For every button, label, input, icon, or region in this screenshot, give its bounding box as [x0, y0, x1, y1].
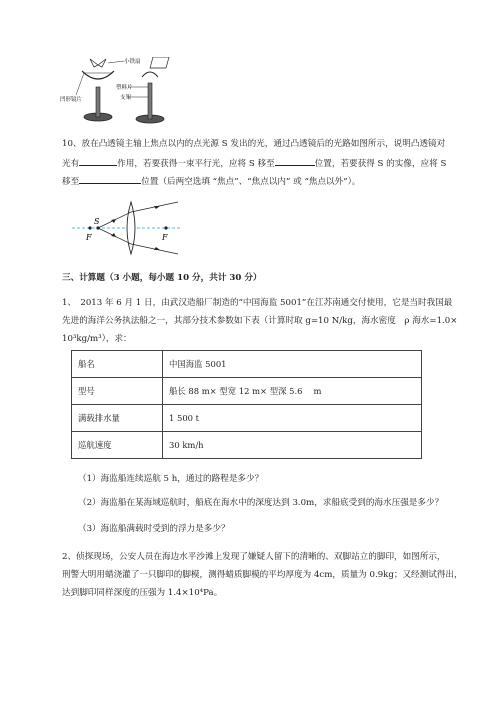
label-F-left: F [86, 233, 92, 242]
p1-line3: 10³kg/m³），求： [62, 334, 132, 344]
q10-line2: 光有 作用，若要获得一束平行光，应将 S 移至 位置，若要获得 S 的实像，应将 S [62, 156, 446, 171]
point-S [96, 226, 99, 229]
p2-line1: 2、侦探现场，公安人员在海边水平沙滩上发现了嫌疑人留下的清晰的、双脚站立的脚印，如图所示， [62, 552, 446, 562]
label-small-fan: 小铁扇 [124, 59, 141, 65]
q10-line3: 移至 位置（后两空选填 “焦点”、“焦点以内” 或 “焦点以外”）。 [62, 174, 361, 189]
label-S: S [94, 217, 100, 226]
p1-line2: 先进的海洋公务执法船之一，其部分技术参数如下表（计算时取 g=10 N/kg，海水密度 ρ 海水=1.0× [62, 316, 458, 326]
table-row [72, 351, 422, 378]
lens-figure [70, 200, 182, 256]
section-heading: 三、计算题（3 小题，每小题 10 分，共计 30 分） [62, 273, 262, 283]
table-key: 巡航速度 [72, 432, 163, 459]
table-row [72, 432, 422, 459]
p1-sub1: （1）海监船连续巡航 5 h，通过的路程是多少？ [78, 474, 264, 484]
table-key: 满载排水量 [72, 405, 163, 432]
label-F-right: F [162, 233, 168, 242]
label-concave-mirror: 凹形镜片 [60, 97, 83, 103]
table-value: 船长 88 m× 型宽 12 m× 型深 5.6 m [163, 378, 422, 405]
table-value: 中国海监 5001 [163, 351, 422, 378]
convex-lens [127, 202, 135, 254]
spec-table [71, 350, 422, 459]
table-value: 30 km/h [163, 432, 422, 459]
q10-line1: 10、放在凸透镜主轴上焦点以内的点光源 S 发出的光，通过凸透镜后的光路如图所示，说明凸透镜对 [62, 139, 446, 149]
p1-line1: 1、 2013 年 6 月 1 日，由武汉造船厂制造的“中国海监 5001”在江苏南通交付使用，它是当时我国最 [62, 298, 453, 308]
focus-left [88, 226, 91, 229]
answer-blank-1[interactable] [79, 156, 117, 166]
label-plastic-sheet: 塑料片 [116, 85, 133, 91]
table-key: 船名 [72, 351, 163, 378]
p2-line3: 达到脚印同样深度的压强为 1.4×10⁴Pa。 [62, 588, 223, 598]
apparatus-figure [58, 57, 180, 125]
p1-sub2: （2）海监船在某海域巡航时，船底在海水中的深度达到 3.0m，求船底受到的海水压强是多少？ [78, 498, 444, 508]
answer-blank-3[interactable] [79, 174, 141, 184]
answer-blank-2[interactable] [275, 156, 315, 166]
label-bracket: 支架 [120, 95, 132, 101]
focus-right [164, 226, 167, 229]
table-row [72, 378, 422, 405]
table-value: 1 500 t [163, 405, 422, 432]
p1-sub3: （3）海监船满载时受到的浮力是多少？ [78, 524, 230, 534]
table-row [72, 405, 422, 432]
table-key: 型号 [72, 378, 163, 405]
p2-line2: 刑警大明用蜡浇灌了一只脚印的脚模，测得蜡质脚模的平均厚度为 4cm，质量为 0.9kg；又经测试得出， [62, 570, 463, 580]
